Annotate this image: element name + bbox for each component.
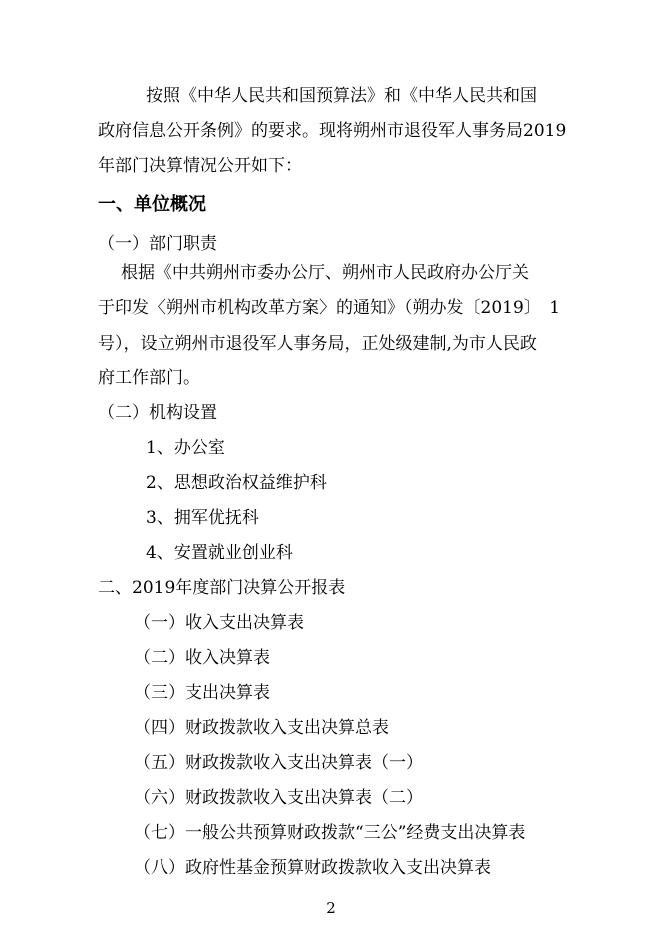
report-list-item: （五）财政拨款收入支出决算表（一） <box>134 753 423 773</box>
intro-line-1: 按照《中华人民共和国预算法》和《中华人民共和国 <box>146 86 537 106</box>
duty-line-4: 府工作部门。 <box>98 368 200 388</box>
intro-line-2: 政府信息公开条例》的要求。现将朔州市退役军人事务局2019 <box>98 121 567 141</box>
report-list-item: （三）支出决算表 <box>134 683 270 703</box>
org-unit-item: 3、拥军优抚科 <box>146 508 259 528</box>
org-unit-item: 1、办公室 <box>146 438 225 458</box>
report-list-item: （四）财政拨款收入支出决算总表 <box>134 718 389 738</box>
report-list-item: （六）财政拨款收入支出决算表（二） <box>134 788 423 808</box>
section-2-heading: 二、2019年度部门决算公开报表 <box>98 578 346 598</box>
report-list-item: （八）政府性基金预算财政拨款收入支出决算表 <box>134 858 491 878</box>
duty-line-1: 根据《中共朔州市委办公厅、朔州市人民政府办公厅关 <box>121 263 529 283</box>
subsection-2-heading: （二）机构设置 <box>98 403 217 423</box>
report-list-item: （七）一般公共预算财政拨款“三公”经费支出决算表 <box>134 823 526 843</box>
org-unit-item: 2、思想政治权益维护科 <box>146 473 327 493</box>
page-number: 2 <box>326 899 336 917</box>
duty-line-3: 号），设立朔州市退役军人事务局，正处级建制,为市人民政 <box>98 334 537 354</box>
report-list-item: （二）收入决算表 <box>134 648 270 668</box>
intro-line-3: 年部门决算情况公开如下： <box>98 156 302 176</box>
org-unit-item: 4、安置就业创业科 <box>146 543 293 563</box>
report-list-item: （一）收入支出决算表 <box>134 613 304 633</box>
duty-line-2: 于印发〈朔州市机构改革方案〉的通知》（朔办发〔2019〕 1 <box>98 298 561 318</box>
section-1-heading: 一、单位概况 <box>98 194 206 215</box>
subsection-1-heading: （一）部门职责 <box>98 234 217 254</box>
